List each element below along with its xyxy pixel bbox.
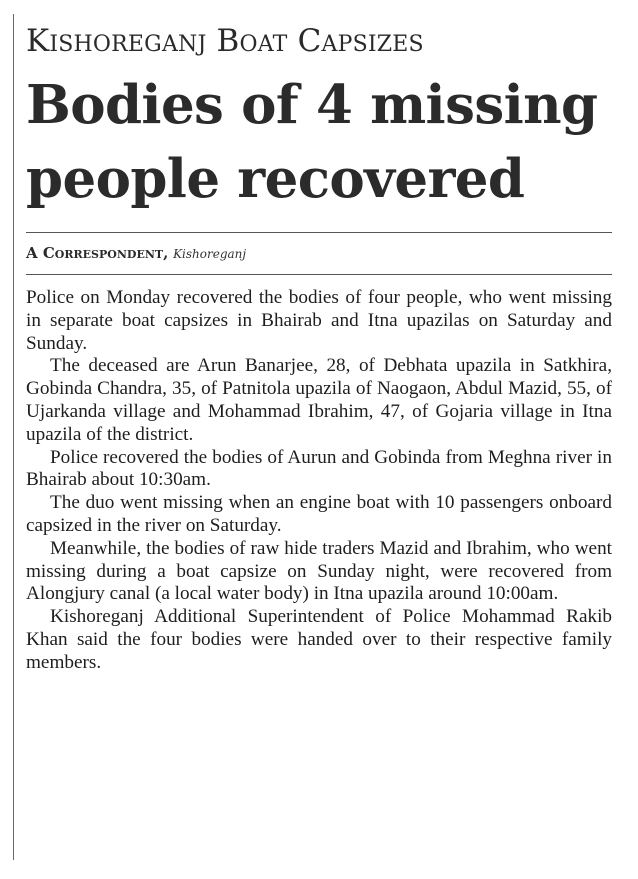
paragraph-3: Police recovered the bodies of Aurun and Gobinda from Meghna river in Bhairab about 10:30am. xyxy=(26,446,612,491)
byline-top-rule xyxy=(26,232,612,233)
byline xyxy=(26,243,612,264)
article-body xyxy=(26,287,612,675)
byline-bottom-rule xyxy=(26,274,612,275)
byline-author: A Correspondent, xyxy=(26,244,169,262)
kicker: Kishoreganj Boat Capsizes xyxy=(26,23,424,59)
headline: Bodies of 4 missing people recovered xyxy=(26,74,598,210)
paragraph-6: Kishoreganj Additional Superintendent of Police Mohammad Rakib Khan said the four bodies were handed over to their respective family members. xyxy=(26,606,612,673)
news-article xyxy=(26,18,612,675)
paragraph-4: The duo went missing when an engine boat with 10 passengers onboard capsized in the river on Saturday. xyxy=(26,492,612,536)
byline-location: Kishoreganj xyxy=(173,247,247,261)
paragraph-1: Police on Monday recovered the bodies of four people, who went missing in separate boat capsizes in Bhairab and Itna upazilas on Saturday and Sunday. xyxy=(26,287,612,354)
paragraph-5: Meanwhile, the bodies of raw hide traders Mazid and Ibrahim, who went missing during a boat capsize on Sunday night, were recovered from Alongjury canal (a local water body) in Itna upazila around 10:00am. xyxy=(26,537,612,605)
column-rule xyxy=(13,14,14,860)
paragraph-2: The deceased are Arun Banarjee, 28, of Debhata upazila in Satkhira, Gobinda Chandra, 35, of Patnitola upazila of Naogaon, Abdul Mazid, 55, of Ujarkanda village and Mohammad Ibrahim, 47, of Gojaria village in Itna upazila of the district. xyxy=(26,355,612,445)
